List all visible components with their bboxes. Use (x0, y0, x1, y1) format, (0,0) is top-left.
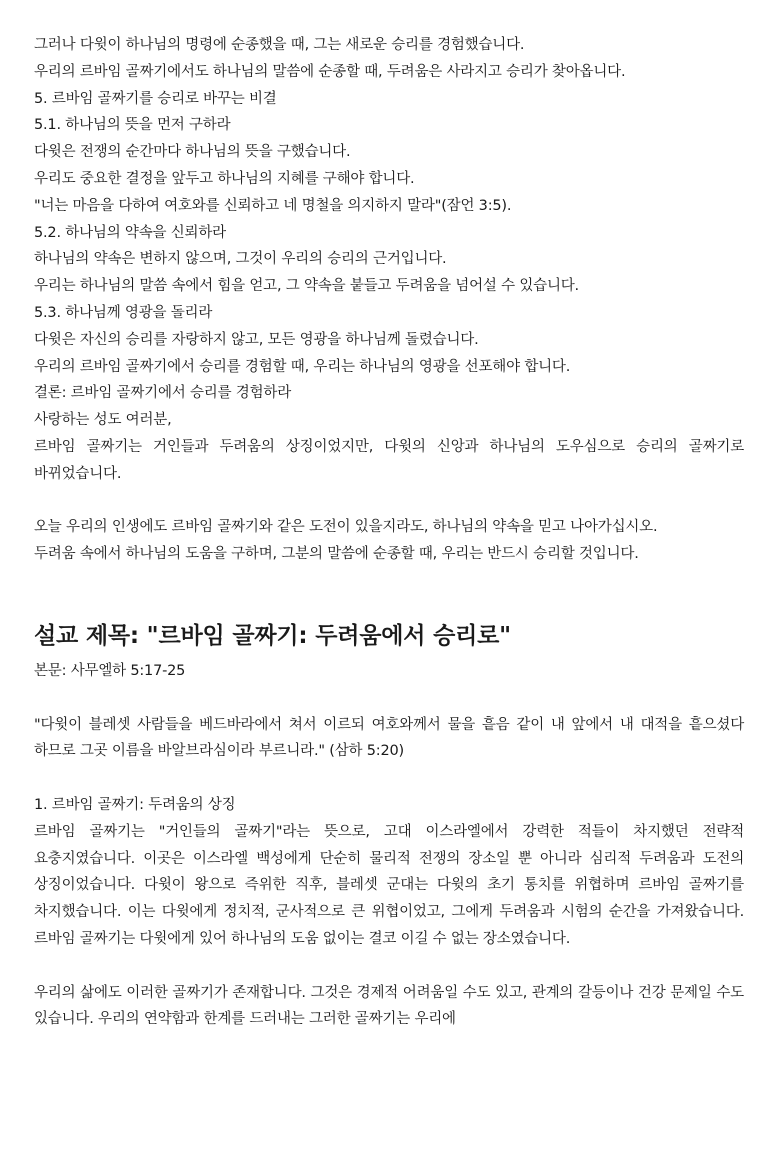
spacer (34, 765, 744, 792)
paragraph: 르바임 골짜기는 거인들과 두려움의 상징이었지만, 다윗의 신앙과 하나님의 도우심으로 승리의 골짜기로 바뀌었습니다. (34, 438, 744, 482)
subsection-heading: 5.2. 하나님의 약속을 신뢰하라 (34, 224, 226, 241)
sermon-title: 설교 제목: "르바임 골짜기: 두려움에서 승리로" (34, 622, 511, 649)
paragraph: 다윗은 자신의 승리를 자랑하지 않고, 모든 영광을 하나님께 돌렸습니다. (34, 331, 479, 348)
paragraph: 그러나 다윗이 하나님의 명령에 순종했을 때, 그는 새로운 승리를 경험했습니다. (34, 37, 525, 53)
paragraph: 우리의 르바임 골짜기에서도 하나님의 말씀에 순종할 때, 두려움은 사라지고 승리가 찾아옵니다. (34, 63, 626, 80)
paragraph: 다윗은 전쟁의 순간마다 하나님의 뜻을 구했습니다. (34, 144, 351, 161)
paragraph: 르바임 골짜기는 "거인들의 골짜기"라는 뜻으로, 고대 이스라엘에서 강력한 적들이 차지했던 전략적 요충지였습니다. 이곳은 이스라엘 백성에게 단순히 물리적 전쟁의 장소일 뿐 아니라 심리적 두려움과 도전의 상징이었습니다. 다윗이 왕으로 즉위한 직후, 블레셋 군대는 다윗의 초기 통치를 위협하며 르바임 골짜기를 차지했습니다. 이는 다윗에게 정치적, 군사적으로 큰 위협이었고, 그에게 두려움과 시험의 순간을 가져왔습니다. 르바임 골짜기는 다윗에게 있어 하나님의 도움 없이는 결코 이길 수 없는 장소였습니다. (34, 823, 744, 947)
paragraph: 하나님의 약속은 변하지 않으며, 그것이 우리의 승리의 근거입니다. (34, 251, 447, 268)
conclusion-heading: 결론: 르바임 골짜기에서 승리를 경험하라 (34, 385, 292, 402)
scripture-quote: "너는 마음을 다하여 여호와를 신뢰하고 네 명철을 의지하지 말라"(잠언 3:5). (34, 197, 512, 214)
paragraph: 우리의 르바임 골짜기에서 승리를 경험할 때, 우리는 하나님의 영광을 선포해야 합니다. (34, 358, 571, 375)
scripture-reference: 본문: 사무엘하 5:17-25 (34, 662, 186, 679)
section-heading: 1. 르바임 골짜기: 두려움의 상징 (34, 796, 236, 813)
subsection-heading: 5.3. 하나님께 영광을 돌리라 (34, 304, 213, 321)
section-victory-keys (34, 32, 744, 568)
paragraph: 두려움 속에서 하나님의 도움을 구하며, 그분의 말씀에 순종할 때, 우리는 반드시 승리할 것입니다. (34, 546, 639, 563)
paragraph: 우리도 중요한 결정을 앞두고 하나님의 지혜를 구해야 합니다. (34, 170, 415, 187)
paragraph: 우리의 삶에도 이러한 골짜기가 존재합니다. 그것은 경제적 어려움일 수도 있고, 관계의 갈등이나 건강 문제일 수도 있습니다. 우리의 연약함과 한계를 드러내는 그러한 골짜기는 우리에 (34, 984, 744, 1028)
paragraph: 우리는 하나님의 말씀 속에서 힘을 얻고, 그 약속을 붙들고 두려움을 넘어설 수 있습니다. (34, 278, 579, 295)
paragraph: 오늘 우리의 인생에도 르바임 골짜기와 같은 도전이 있을지라도, 하나님의 약속을 믿고 나아가십시오. (34, 519, 658, 536)
section-heading: 5. 르바임 골짜기를 승리로 바꾸는 비결 (34, 90, 277, 107)
spacer (34, 488, 744, 515)
section-sermon (34, 616, 744, 1033)
spacer (34, 953, 744, 980)
document-page (34, 32, 744, 1033)
spacer (34, 568, 744, 598)
paragraph: 사랑하는 성도 여러분, (34, 412, 172, 429)
spacer (34, 685, 744, 712)
key-verse: "다윗이 블레셋 사람들을 베드바라에서 쳐서 이르되 여호와께서 물을 흩음 같이 내 앞에서 내 대적을 흩으셨다 하므로 그곳 이름을 바알브라심이라 부르니라." (삼하 5:20) (34, 716, 744, 760)
subsection-heading: 5.1. 하나님의 뜻을 먼저 구하라 (34, 117, 231, 134)
